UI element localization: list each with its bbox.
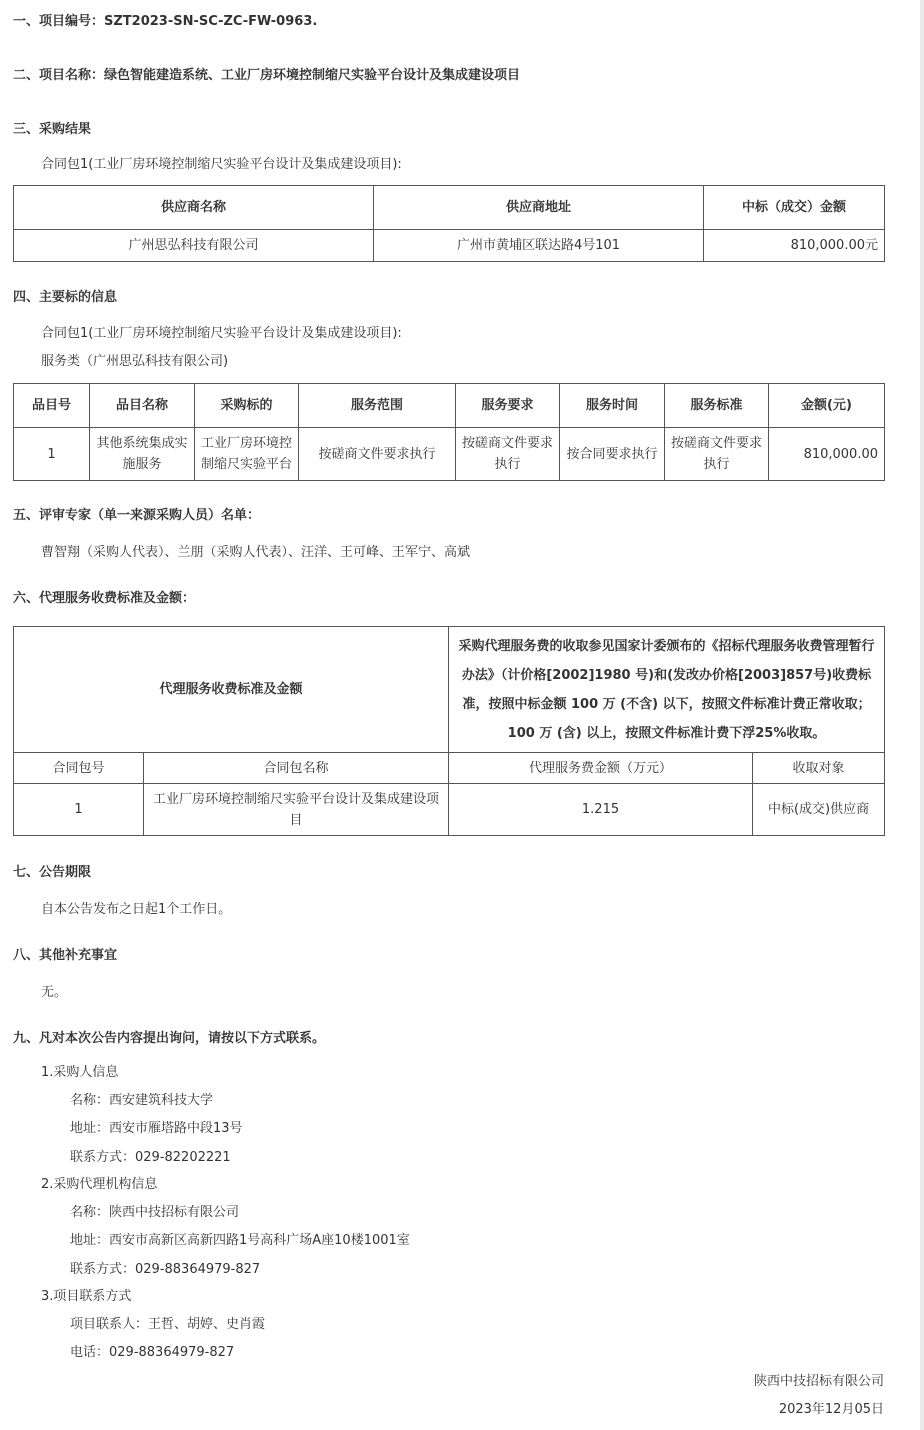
item-name: 其他系统集成实施服务 <box>90 428 195 481</box>
section-1-project-number <box>13 10 317 29</box>
section-5-heading: 五、评审专家（单一来源采购人员）名单： <box>13 508 261 523</box>
fee-amount: 1.215 <box>449 784 753 836</box>
signature-date: 2023年12月05日 <box>778 1402 884 1417</box>
item-table <box>13 383 885 481</box>
fee-col-package-name: 合同包名称 <box>144 753 449 784</box>
item-col-standard: 服务标准 <box>665 384 769 428</box>
agency-heading: 2.采购代理机构信息 <box>41 1177 158 1192</box>
item-requirement: 按磋商文件要求执行 <box>456 428 560 481</box>
item-no: 1 <box>14 428 90 481</box>
section-9-heading: 九、凡对本次公告内容提出询问，请按以下方式联系。 <box>13 1031 326 1046</box>
section-8-heading: 八、其他补充事宜 <box>13 948 118 963</box>
result-col-supplier: 供应商名称 <box>14 186 374 230</box>
agency-phone: 联系方式：029-88364979-827 <box>70 1262 261 1277</box>
project-contacts: 项目联系人：王哲、胡婷、史肖霞 <box>70 1317 266 1332</box>
fee-standard-text: 采购代理服务费的收取参见国家计委颁布的《招标代理服务收费管理暂行办法》（计价格[2002]1980 号)和(发改办价格[2003]857号)收费标准，按照中标金额 100 万 (不含) 以下，按照文件标准计费正常收取；100 万 (含) 以上，按照文件标准计费下浮25%收取。 <box>449 627 885 753</box>
result-table <box>13 185 885 262</box>
item-time: 按合同要求执行 <box>560 428 665 481</box>
section-4-service-type: 服务类（广州思弘科技有限公司) <box>41 354 229 369</box>
fee-col-package-no: 合同包号 <box>14 753 144 784</box>
section-3-package-note: 合同包1(工业厂房环境控制缩尺实验平台设计及集成建设项目): <box>41 157 402 172</box>
table-row <box>14 230 885 262</box>
table-row <box>14 428 885 481</box>
section-7-heading: 七、公告期限 <box>13 865 92 880</box>
section-2-label: 二、项目名称： <box>13 68 105 83</box>
item-col-time: 服务时间 <box>560 384 665 428</box>
agency-address: 地址：西安市高新区高新四路1号高科广场A座10楼1001室 <box>70 1233 410 1248</box>
table-row <box>14 784 885 836</box>
supplementary-text: 无。 <box>41 985 68 1000</box>
fee-payer: 中标(成交)供应商 <box>753 784 885 836</box>
fee-package-name: 工业厂房环境控制缩尺实验平台设计及集成建设项目 <box>144 784 449 836</box>
section-2-project-name <box>13 64 520 83</box>
item-col-amount: 金额(元) <box>769 384 885 428</box>
purchaser-address: 地址：西安市雁塔路中段13号 <box>70 1121 243 1136</box>
result-col-amount: 中标（成交）金额 <box>704 186 885 230</box>
item-col-scope: 服务范围 <box>299 384 456 428</box>
notice-period: 自本公告发布之日起1个工作日。 <box>41 902 232 917</box>
project-number: SZT2023-SN-SC-ZC-FW-0963. <box>104 14 318 29</box>
fee-package-no: 1 <box>14 784 144 836</box>
fee-col-payer: 收取对象 <box>753 753 885 784</box>
expert-list: 曹智翔（采购人代表）、兰朋（采购人代表）、汪洋、王可峰、王军宁、高斌 <box>41 545 471 560</box>
section-6-heading: 六、代理服务收费标准及金额： <box>13 591 196 606</box>
item-target: 工业厂房环境控制缩尺实验平台 <box>195 428 299 481</box>
item-col-no: 品目号 <box>14 384 90 428</box>
purchaser-name: 名称：西安建筑科技大学 <box>70 1093 214 1108</box>
section-4-heading: 四、主要标的信息 <box>13 290 118 305</box>
result-col-address: 供应商地址 <box>374 186 704 230</box>
section-1-label: 一、项目编号： <box>13 14 105 29</box>
result-address: 广州市黄埔区联达路4号101 <box>374 230 704 262</box>
purchaser-heading: 1.采购人信息 <box>41 1065 119 1080</box>
purchaser-phone: 联系方式：029-82202221 <box>70 1150 231 1165</box>
item-amount: 810,000.00 <box>769 428 885 481</box>
section-3-heading: 三、采购结果 <box>13 122 92 137</box>
signature-company: 陕西中技招标有限公司 <box>753 1374 884 1389</box>
project-name: 绿色智能建造系统、工业厂房环境控制缩尺实验平台设计及集成建设项目 <box>104 68 521 83</box>
agency-name: 名称：陕西中技招标有限公司 <box>70 1205 240 1220</box>
project-contact-heading: 3.项目联系方式 <box>41 1289 132 1304</box>
fee-table <box>13 626 885 836</box>
result-amount: 810,000.00元 <box>704 230 885 262</box>
item-col-target: 采购标的 <box>195 384 299 428</box>
project-phone: 电话：029-88364979-827 <box>70 1345 235 1360</box>
item-col-name: 品目名称 <box>90 384 195 428</box>
result-supplier: 广州思弘科技有限公司 <box>14 230 374 262</box>
scrollbar-track[interactable] <box>920 0 924 1430</box>
fee-col-amount: 代理服务费金额（万元） <box>449 753 753 784</box>
section-4-package-note: 合同包1(工业厂房环境控制缩尺实验平台设计及集成建设项目): <box>41 326 402 341</box>
fee-standard-label: 代理服务收费标准及金额 <box>14 627 449 753</box>
item-scope: 按磋商文件要求执行 <box>299 428 456 481</box>
item-col-requirement: 服务要求 <box>456 384 560 428</box>
item-standard: 按磋商文件要求执行 <box>665 428 769 481</box>
